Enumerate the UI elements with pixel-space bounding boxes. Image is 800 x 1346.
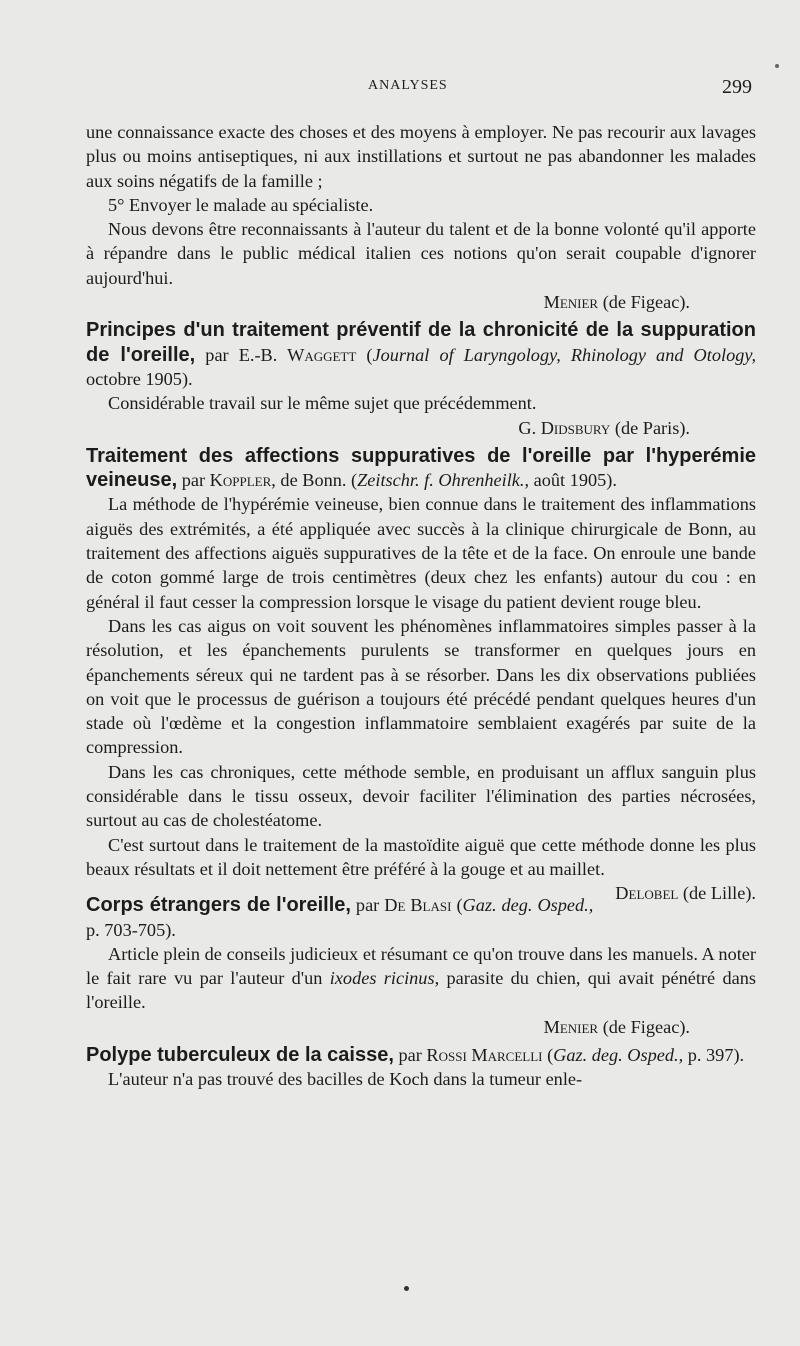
article-pages: p. 397). (687, 1044, 745, 1065)
intro-signature (86, 290, 756, 314)
intro-paragraph: une connaissance exacte des choses et des moyens à employer. Ne pas recourir aux lavages plus ou moins antiseptiques, ni aux instillations et surtout ne pas abandonner les malades aux soins négatifs de la famille ; (86, 122, 756, 191)
article-heading (86, 444, 756, 493)
article-by: par (355, 895, 380, 916)
article-source: Gaz. deg. Osped., (462, 895, 594, 916)
article-author: Rossi Marcelli (426, 1044, 543, 1065)
source-open: ( (456, 895, 463, 916)
article-title: Principes d'un traitement préventif de la chronicité de la suppuration de l'oreille, (86, 319, 756, 366)
article-heading (86, 318, 756, 391)
signature-place: (de Figeac). (602, 292, 690, 313)
article-body-text: Article plein de conseils judicieux et résumant ce qu'on trouve dans les manuels. A noter le fait rare vu par l'auteur d'un (86, 943, 756, 989)
article-title: Traitement des affections suppuratives de l'oreille par l'hyperémie veineuse, (86, 444, 756, 492)
article-paragraph-with-signature (86, 833, 756, 904)
article-body: L'auteur n'a pas trouvé des bacilles de Koch dans la tumeur enle- (108, 1069, 583, 1090)
article-signature (86, 1015, 756, 1039)
article-signature (86, 416, 756, 440)
article-author: Koppler (209, 470, 272, 491)
article-paragraph-text: C'est surtout dans le traitement de la mastoïdite aiguë que cette méthode donne les plus beaux résultats et il doit nettement être préféré à la gouge et au maillet. (86, 834, 756, 879)
article-source: Zeitschr. f. Ohrenheilk. (357, 470, 525, 491)
article-date: , août 1905). (524, 470, 617, 491)
article-signature (593, 881, 756, 905)
signature-name: G. Didsbury (518, 417, 611, 438)
intro-paragraph-2: Nous devons être reconnaissants à l'auteur du talent et de la bonne volonté qu'il apporte à répandre dans le public médical italien ces notions qu'on serait coupable d'ignorer aujourd'hui. (86, 219, 756, 288)
article-body (86, 942, 756, 1015)
page-content (86, 120, 756, 1092)
signature-name: Menier (543, 292, 599, 313)
signature-place: (de Paris). (614, 417, 690, 438)
article-source: Journal of Laryngology, Rhinology and Otology, (372, 344, 757, 365)
source-open: ( (366, 344, 373, 365)
signature-place: (de Figeac). (602, 1016, 690, 1037)
speck-mark (775, 64, 779, 68)
intro-list-item-5: 5° Envoyer le malade au spécialiste. (108, 194, 374, 215)
page-number: 299 (722, 76, 752, 98)
article-title: Polype tuberculeux de la caisse, (86, 1043, 394, 1066)
running-head (88, 76, 760, 100)
species-name: ixodes ricinus (329, 968, 435, 989)
article-body: Considérable travail sur le même sujet que précédemment. (108, 393, 537, 414)
signature-name: Menier (543, 1016, 599, 1037)
section-title: ANALYSES (368, 78, 448, 93)
article-place: , de Bonn. (271, 470, 347, 491)
article-by: par (181, 470, 206, 491)
article-title: Corps étrangers de l'oreille, (86, 894, 351, 917)
article-source: Gaz. deg. Osped., (553, 1044, 684, 1065)
source-open: ( (351, 470, 358, 491)
article-by: par (398, 1044, 422, 1065)
signature-name: Delobel (615, 883, 679, 904)
article-date: octobre 1905). (86, 368, 193, 389)
article-heading (86, 1043, 756, 1067)
article-pages: p. 703-705). (86, 919, 176, 940)
article-paragraph: Dans les cas chroniques, cette méthode semble, en produisant un afflux sanguin plus considérable dans le tissu osseux, devoir faciliter l'élimination des parties nécrosées, surtout au cas de cholestéatome. (86, 761, 756, 831)
article-paragraph: Dans les cas aigus on voit souvent les phénomènes inflammatoires simples passer à la résolution, et les épanchements purulents se transformer en quelques jours en épanchements séreux qui ne tardent pas à se résorber. Dans les dix observations publiées on voit que le processus de guérison a toujours été précédé pendant quelques heures d'un stade où l'œdème et la congestion inflammatoire semblaient exagérés par suite de la compression. (86, 615, 756, 758)
article-by: par (205, 344, 229, 365)
signature-place: (de Lille). (682, 883, 756, 904)
article-body-text: , parasite du chien, qui avait pénétré dans l'oreille. (86, 968, 756, 1013)
article-author: E.-B. Waggett (238, 344, 357, 365)
speck-mark (404, 1286, 409, 1291)
article-paragraph: La méthode de l'hypérémie veineuse, bien connue dans le traitement des inflammations aiguës des extrémités, a été appliquée avec succès à la clinique chirurgicale de Bonn, au traitement des affections aiguës suppuratives de la tête et de la face. On enroule une bande de coton gommé large de trois centimètres (deux chez les enfants) autour du cou : en général il faut cesser la compression lorsque le visage du patient devient rouge bleu. (86, 494, 756, 612)
article-author: De Blasi (384, 895, 452, 916)
source-open: ( (547, 1044, 554, 1065)
